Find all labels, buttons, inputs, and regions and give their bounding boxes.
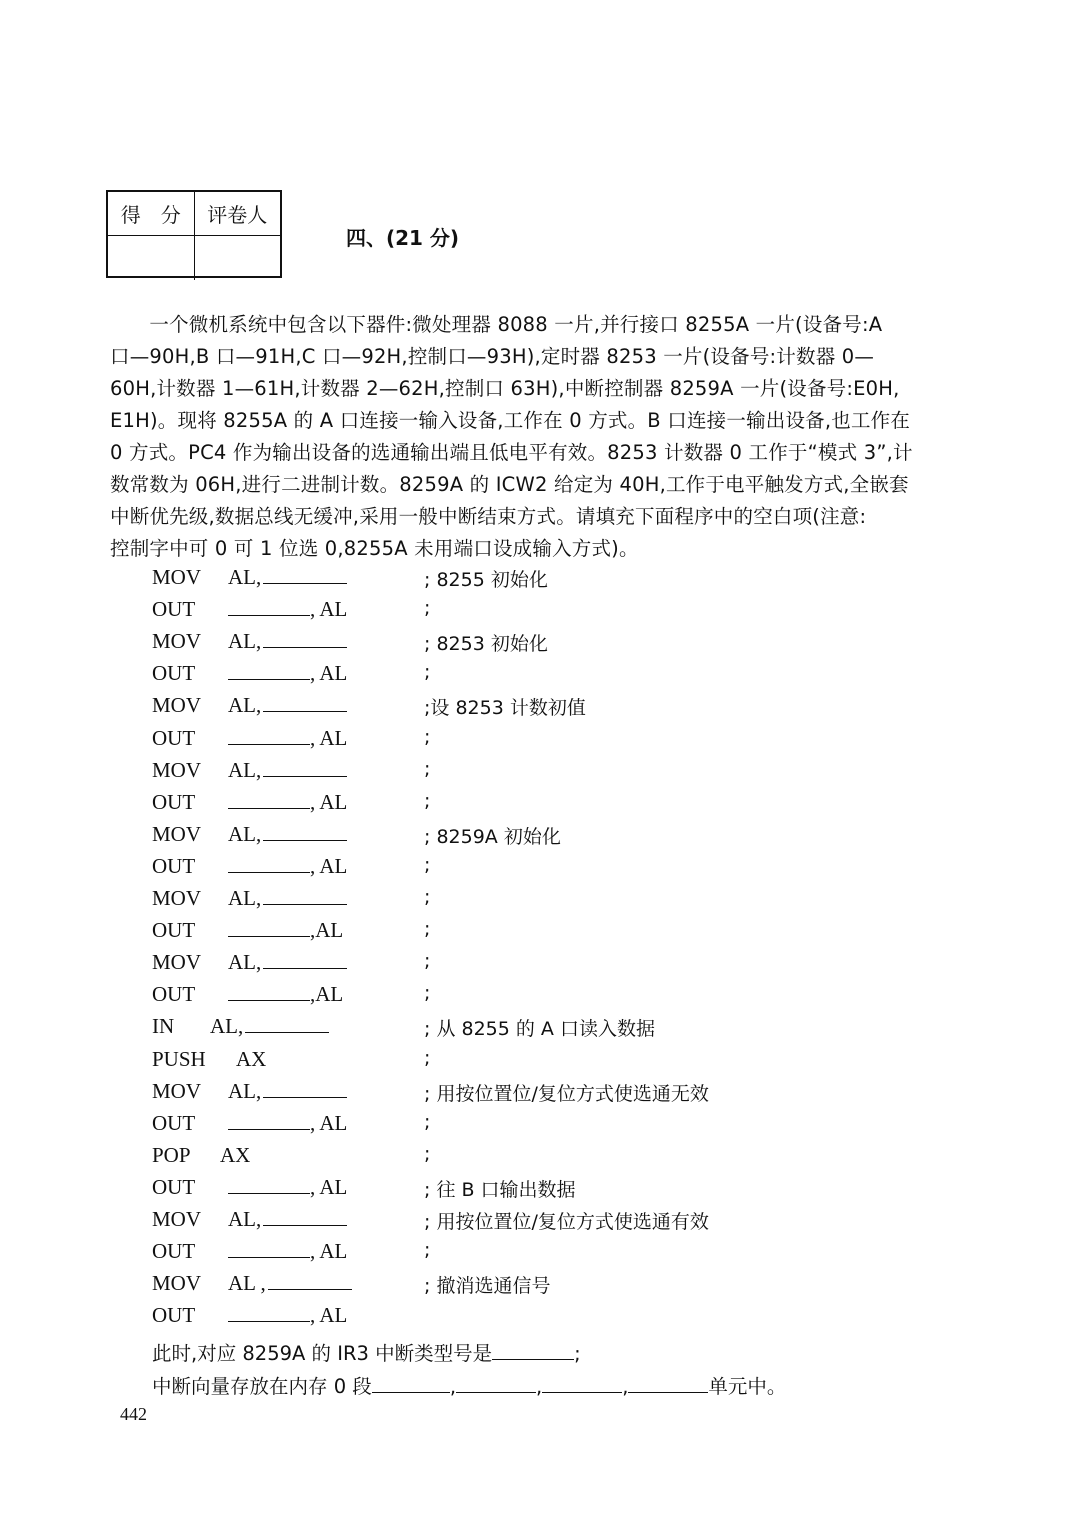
code-operand	[236, 1047, 266, 1072]
problem-line: 一个微机系统中包含以下器件:微处理器 8088 一片,并行接口 8255A 一片(设备号:A	[110, 313, 883, 336]
code-comment: ;	[424, 661, 431, 683]
code-operand	[220, 1143, 250, 1168]
code-operand	[228, 918, 343, 943]
code-comment: ;	[424, 1143, 431, 1165]
score-table-input-row	[108, 236, 280, 280]
code-operand	[210, 1014, 329, 1039]
operand-register: AL,	[228, 950, 262, 974]
code-mnemonic: MOV	[152, 565, 202, 589]
answer-blank[interactable]	[263, 822, 347, 841]
answer-blank[interactable]	[228, 661, 310, 680]
operand-register: AL,	[228, 565, 262, 589]
code-comment: ;	[424, 726, 431, 748]
answer-blank[interactable]	[228, 790, 310, 809]
operand-register: AX	[220, 1143, 251, 1167]
code-operand	[228, 886, 347, 911]
code-mnemonic: OUT	[152, 854, 196, 878]
problem-line: 60H,计数器 1—61H,计数器 2—62H,控制口 63H),中断控制器 8259A 一片(设备号:E0H,	[110, 377, 900, 400]
vector-sep-3: ,	[622, 1375, 629, 1398]
code-operand	[228, 661, 347, 686]
score-cell[interactable]	[108, 236, 195, 280]
code-comment: ; 用按位置位/复位方式使选通无效	[424, 1083, 709, 1105]
grader-header: 评卷人	[207, 203, 268, 227]
code-mnemonic: OUT	[152, 1239, 196, 1263]
code-mnemonic: OUT	[152, 597, 196, 621]
code-operand	[228, 1079, 347, 1104]
code-operand	[228, 597, 347, 622]
code-comment: ; 用按位置位/复位方式使选通有效	[424, 1211, 709, 1233]
code-mnemonic: MOV	[152, 886, 202, 910]
code-mnemonic: OUT	[152, 1111, 196, 1135]
operand-register: AL,	[228, 1207, 262, 1231]
code-comment: ;	[424, 854, 431, 876]
code-comment: ;	[424, 1047, 431, 1069]
score-header: 得 分	[108, 192, 195, 235]
answer-blank[interactable]	[263, 950, 347, 969]
operand-suffix: , AL	[310, 1175, 348, 1199]
answer-blank[interactable]	[245, 1014, 329, 1033]
code-comment: ; 往 B 口输出数据	[424, 1179, 576, 1201]
code-mnemonic: MOV	[152, 1079, 202, 1103]
code-operand	[228, 982, 343, 1007]
operand-register: AL,	[228, 758, 262, 782]
vector-sep-1: ,	[449, 1375, 457, 1398]
answer-blank[interactable]	[228, 1239, 310, 1258]
problem-line: E1H)。现将 8255A 的 A 口连接一输入设备,工作在 0 方式。B 口连接一输出设备,也工作在	[110, 409, 911, 432]
answer-blank[interactable]	[228, 597, 310, 616]
answer-blank[interactable]	[263, 565, 347, 584]
code-operand	[228, 1239, 347, 1264]
code-operand	[228, 822, 347, 847]
section-heading: 四、(21 分)	[346, 226, 460, 250]
code-mnemonic: MOV	[152, 822, 202, 846]
answer-blank[interactable]	[263, 1079, 347, 1098]
answer-blank[interactable]	[263, 629, 347, 648]
vector-blank-1[interactable]	[372, 1374, 450, 1393]
answer-blank[interactable]	[228, 854, 310, 873]
problem-line: 0 方式。PC4 作为输出设备的选通输出端且低电平有效。8253 计数器 0 工作于“模式 3”,计	[110, 441, 913, 464]
operand-register: AL,	[228, 1079, 262, 1103]
code-comment: ;	[424, 886, 431, 908]
code-mnemonic: MOV	[152, 1271, 202, 1295]
operand-suffix: , AL	[310, 597, 348, 621]
interrupt-type-end: ;	[574, 1342, 581, 1365]
score-table	[106, 190, 282, 278]
code-mnemonic: OUT	[152, 1175, 196, 1199]
code-comment: ; 撤消选通信号	[424, 1275, 551, 1297]
code-operand	[228, 1111, 347, 1136]
code-mnemonic: POP	[152, 1143, 191, 1167]
code-mnemonic: PUSH	[152, 1047, 206, 1071]
code-comment: ; 8253 初始化	[424, 633, 548, 655]
answer-blank[interactable]	[228, 1303, 310, 1322]
code-comment: ;	[424, 758, 431, 780]
code-comment: ; 8259A 初始化	[424, 826, 561, 848]
operand-suffix: , AL	[310, 726, 348, 750]
vector-blank-2[interactable]	[456, 1374, 536, 1393]
code-comment: ;	[424, 597, 431, 619]
code-operand	[228, 1175, 347, 1200]
operand-suffix: , AL	[310, 1111, 348, 1135]
vector-sep-2: ,	[536, 1375, 543, 1398]
operand-suffix: , AL	[310, 790, 348, 814]
answer-blank[interactable]	[228, 1111, 310, 1130]
problem-line: 中断优先级,数据总线无缓冲,采用一般中断结束方式。请填充下面程序中的空白项(注意:	[110, 505, 867, 528]
operand-register: AL,	[228, 822, 262, 846]
answer-blank[interactable]	[263, 693, 347, 712]
problem-line: 口—90H,B 口—91H,C 口—92H,控制口—93H),定时器 8253 一片(设备号:计数器 0—	[110, 345, 875, 368]
operand-suffix: ,AL	[310, 982, 344, 1006]
answer-blank[interactable]	[268, 1271, 352, 1290]
code-comment: ;	[424, 982, 431, 1004]
grader-cell[interactable]	[195, 236, 281, 280]
code-operand	[228, 950, 347, 975]
code-operand	[228, 629, 347, 654]
code-operand	[228, 758, 347, 783]
code-operand	[228, 1303, 347, 1328]
operand-suffix: , AL	[310, 1303, 348, 1327]
vector-text: 中断向量存放在内存 0 段	[152, 1375, 372, 1398]
problem-line: 控制字中可 0 可 1 位选 0,8255A 未用端口设成输入方式)。	[110, 537, 639, 560]
answer-blank[interactable]	[228, 982, 310, 1001]
code-comment: ;	[424, 950, 431, 972]
problem-line: 数常数为 06H,进行二进制计数。8259A 的 ICW2 给定为 40H,工作于电平触发方式,全嵌套	[110, 473, 909, 496]
code-mnemonic: MOV	[152, 693, 202, 717]
code-mnemonic: OUT	[152, 790, 196, 814]
code-mnemonic: OUT	[152, 1303, 196, 1327]
operand-register: AL,	[228, 629, 262, 653]
answer-blank[interactable]	[263, 886, 347, 905]
code-mnemonic: MOV	[152, 758, 202, 782]
page-number: 442	[120, 1404, 147, 1424]
code-mnemonic: OUT	[152, 982, 196, 1006]
operand-register: AL,	[228, 693, 262, 717]
code-comment: ; 从 8255 的 A 口读入数据	[424, 1018, 655, 1040]
answer-blank[interactable]	[263, 1207, 347, 1226]
code-mnemonic: IN	[152, 1014, 175, 1038]
code-operand	[228, 693, 347, 718]
code-comment: ;	[424, 1111, 431, 1133]
code-mnemonic: MOV	[152, 629, 202, 653]
code-operand	[228, 565, 347, 590]
operand-suffix: ,AL	[310, 918, 344, 942]
interrupt-vector-question	[152, 1371, 786, 1399]
code-mnemonic: MOV	[152, 950, 202, 974]
vector-blank-4[interactable]	[628, 1374, 708, 1393]
answer-blank[interactable]	[228, 918, 310, 937]
code-comment: ;	[424, 918, 431, 940]
operand-register: AX	[236, 1047, 267, 1071]
code-comment: ;	[424, 790, 431, 812]
operand-register: AL,	[228, 886, 262, 910]
code-comment: ;	[424, 1239, 431, 1261]
code-operand	[228, 1207, 347, 1232]
operand-register: AL,	[210, 1014, 244, 1038]
answer-blank[interactable]	[228, 726, 310, 745]
code-mnemonic: OUT	[152, 918, 196, 942]
operand-suffix: , AL	[310, 1239, 348, 1263]
code-operand	[228, 1271, 352, 1296]
interrupt-type-question	[152, 1338, 581, 1366]
code-mnemonic: OUT	[152, 726, 196, 750]
code-comment: ;设 8253 计数初值	[424, 697, 586, 719]
operand-register: AL ,	[228, 1271, 266, 1295]
vector-end: 单元中。	[708, 1375, 787, 1398]
operand-suffix: , AL	[310, 661, 348, 685]
interrupt-type-blank[interactable]	[492, 1341, 574, 1360]
interrupt-type-text: 此时,对应 8259A 的 IR3 中断类型号是	[152, 1342, 493, 1365]
answer-blank[interactable]	[228, 1175, 310, 1194]
operand-suffix: , AL	[310, 854, 348, 878]
vector-blank-3[interactable]	[542, 1374, 622, 1393]
code-mnemonic: MOV	[152, 1207, 202, 1231]
code-comment: ; 8255 初始化	[424, 569, 548, 591]
code-mnemonic: OUT	[152, 661, 196, 685]
answer-blank[interactable]	[263, 758, 347, 777]
code-operand	[228, 790, 347, 815]
code-operand	[228, 854, 347, 879]
score-table-header-row	[108, 192, 280, 236]
code-operand	[228, 726, 347, 751]
